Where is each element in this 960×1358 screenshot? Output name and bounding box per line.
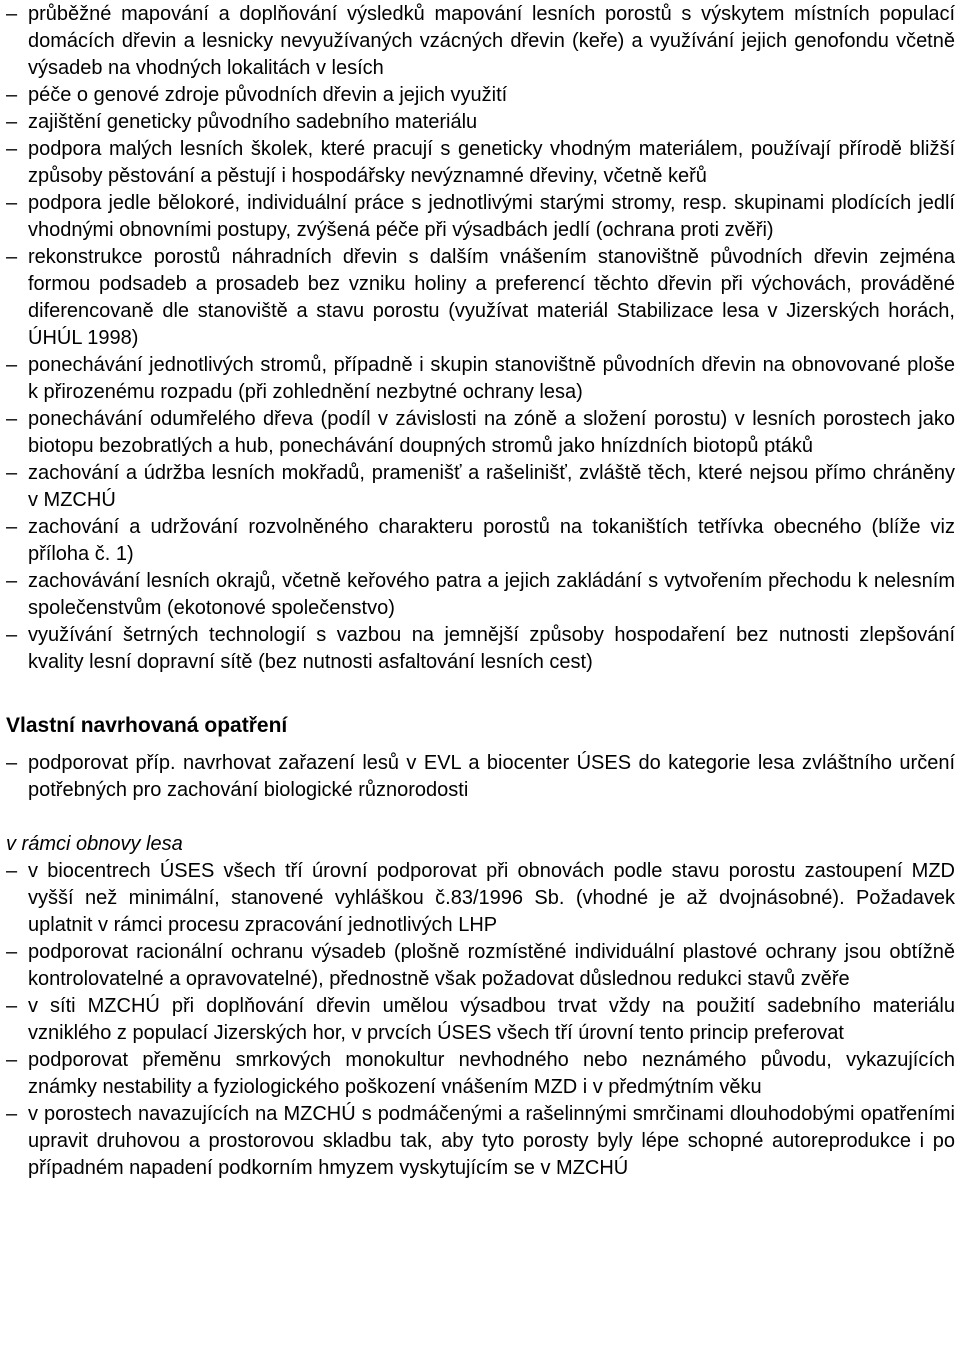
subsection-heading: v rámci obnovy lesa — [6, 833, 183, 855]
list-item-text: podporovat přeměnu smrkových monokultur nevhodného nebo neznámého původu, vykazujících známky nestability a fyziologického poškození vnášením MZD i v předmýtním věku — [28, 1049, 955, 1098]
bullet-dash: – — [6, 192, 18, 214]
bullet-dash: – — [6, 1049, 18, 1071]
list-item-text: v biocentrech ÚSES všech tří úrovní podporovat při obnovách podle stavu porostu zastoupení MZD vyšší než minimální, stanovené vyhláškou č.83/1996 Sb. (vhodné je až dvojnásobné). Požadavek uplatnit v rámci procesu zpracování jednotlivých LHP — [28, 860, 955, 936]
list-item — [6, 460, 955, 514]
bullet-dash: – — [6, 462, 18, 484]
bullet-dash: – — [6, 995, 18, 1017]
bullet-dash: – — [6, 941, 18, 963]
list-item — [6, 858, 955, 939]
bullet-dash: – — [6, 138, 18, 160]
bullet-dash: – — [6, 860, 18, 882]
list-item-text: v síti MZCHÚ při doplňování dřevin umělou výsadbou trvat vždy na použití sadebního materiálu vzniklého z populací Jizerských hor, v prvcích ÚSES všech tří úrovní tento princip preferovat — [28, 995, 955, 1044]
list-item — [6, 622, 955, 676]
list-item-text: zachovávání lesních okrajů, včetně keřového patra a jejich zakládání s vytvořením přechodu k nelesním společenstvům (ekotonové společenstvo) — [28, 570, 955, 619]
bullet-dash: – — [6, 1103, 18, 1125]
bullet-dash: – — [6, 624, 18, 646]
list-item-text: zachování a udržování rozvolněného charakteru porostů na tokaništích tetřívka obecného (blíže viz příloha č. 1) — [28, 516, 955, 565]
list-item — [6, 136, 955, 190]
list-item-text: zajištění geneticky původního sadebního materiálu — [28, 111, 478, 133]
bullet-dash: – — [6, 111, 18, 133]
list-item-text: ponechávání odumřelého dřeva (podíl v závislosti na zóně a složení porostu) v lesních porostech jako biotopu bezobratlých a hub, ponechávání doupných stromů jako hnízdních biotopů ptáků — [28, 408, 955, 457]
list-item-text: podpora malých lesních školek, které pracují s geneticky vhodným materiálem, používají přírodě bližší způsoby pěstování a pěstují i hospodářsky nevýznamné dřeviny, včetně keřů — [28, 138, 955, 187]
list-item — [6, 406, 955, 460]
list-item — [6, 352, 955, 406]
list-item-text: ponechávání jednotlivých stromů, případně i skupin stanovištně původních dřevin na obnovované ploše k přirozenému rozpadu (při zohlednění nezbytné ochrany lesa) — [28, 354, 955, 403]
list-item — [6, 190, 955, 244]
bullet-dash: – — [6, 84, 18, 106]
list-item — [6, 1, 955, 82]
list-item — [6, 1101, 955, 1182]
list-item-text: zachování a údržba lesních mokřadů, pramenišť a rašelinišť, zvláště těch, které nejsou přímo chráněny v MZCHÚ — [28, 462, 955, 511]
bullet-dash: – — [6, 354, 18, 376]
list-item — [6, 939, 955, 993]
list-item-text: rekonstrukce porostů náhradních dřevin s dalším vnášením stanovištně původních dřevin zejména formou podsadeb a prosadeb bez vzniku holiny a preferencí těchto dřevin při výchovách, prováděné diferencovaně dle stanoviště a stavu porostu (využívat materiál Stabilizace lesa v Jizerských horách, ÚHÚL 1998) — [28, 246, 955, 349]
bullet-dash: – — [6, 570, 18, 592]
list-item — [6, 514, 955, 568]
list-item-text: podporovat racionální ochranu výsadeb (plošně rozmístěné individuální plastové ochrany jsou obtížně kontrolovatelné a opravovatelné), přednostně však požadovat důslednou redukci stavů zvěře — [28, 941, 955, 990]
section-heading: Vlastní navrhovaná opatření — [6, 714, 288, 737]
bullet-dash: – — [6, 246, 18, 268]
list-item-text: využívání šetrných technologií s vazbou na jemnější způsoby hospodaření bez nutnosti zlepšování kvality lesní dopravní sítě (bez nutnosti asfaltování lesních cest) — [28, 624, 955, 673]
list-item — [6, 1047, 955, 1101]
list-item — [6, 750, 955, 804]
list-item-text: v porostech navazujících na MZCHÚ s podmáčenými a rašelinnými smrčinami dlouhodobými opatřeními upravit druhovou a prostorovou skladbu tak, aby tyto porosty byly lépe schopné autoreprodukce i po případném napadení podkorním hmyzem vyskytujícím se v MZCHÚ — [28, 1103, 955, 1179]
proposed-measures-list — [6, 750, 955, 804]
list-item-text: péče o genové zdroje původních dřevin a jejich využití — [28, 84, 508, 106]
list-item — [6, 568, 955, 622]
list-item — [6, 82, 955, 109]
measures-list — [6, 1, 955, 676]
list-item-text: podpora jedle bělokoré, individuální práce s jednotlivými starými stromy, resp. skupinami plodících jedlí vhodnými obnovními postupy, zvýšená péče při výsadbách jedlí (ochrana proti zvěři) — [28, 192, 955, 241]
bullet-dash: – — [6, 516, 18, 538]
list-item-text: průběžné mapování a doplňování výsledků mapování lesních porostů s výskytem místních populací domácích dřevin a lesnicky nevyužívaných vzácných dřevin (keře) a využívání jejich genofondu včetně výsadeb na vhodných lokalitách v lesích — [28, 3, 955, 79]
list-item — [6, 993, 955, 1047]
list-item-text: podporovat příp. navrhovat zařazení lesů v EVL a biocenter ÚSES do kategorie lesa zvláštního určení potřebných pro zachování biologické různorodosti — [28, 752, 955, 801]
forest-renewal-list — [6, 858, 955, 1182]
document-page — [0, 1, 960, 1182]
list-item — [6, 109, 955, 136]
bullet-dash: – — [6, 752, 18, 774]
list-item — [6, 244, 955, 352]
bullet-dash: – — [6, 408, 18, 430]
bullet-dash: – — [6, 3, 18, 25]
